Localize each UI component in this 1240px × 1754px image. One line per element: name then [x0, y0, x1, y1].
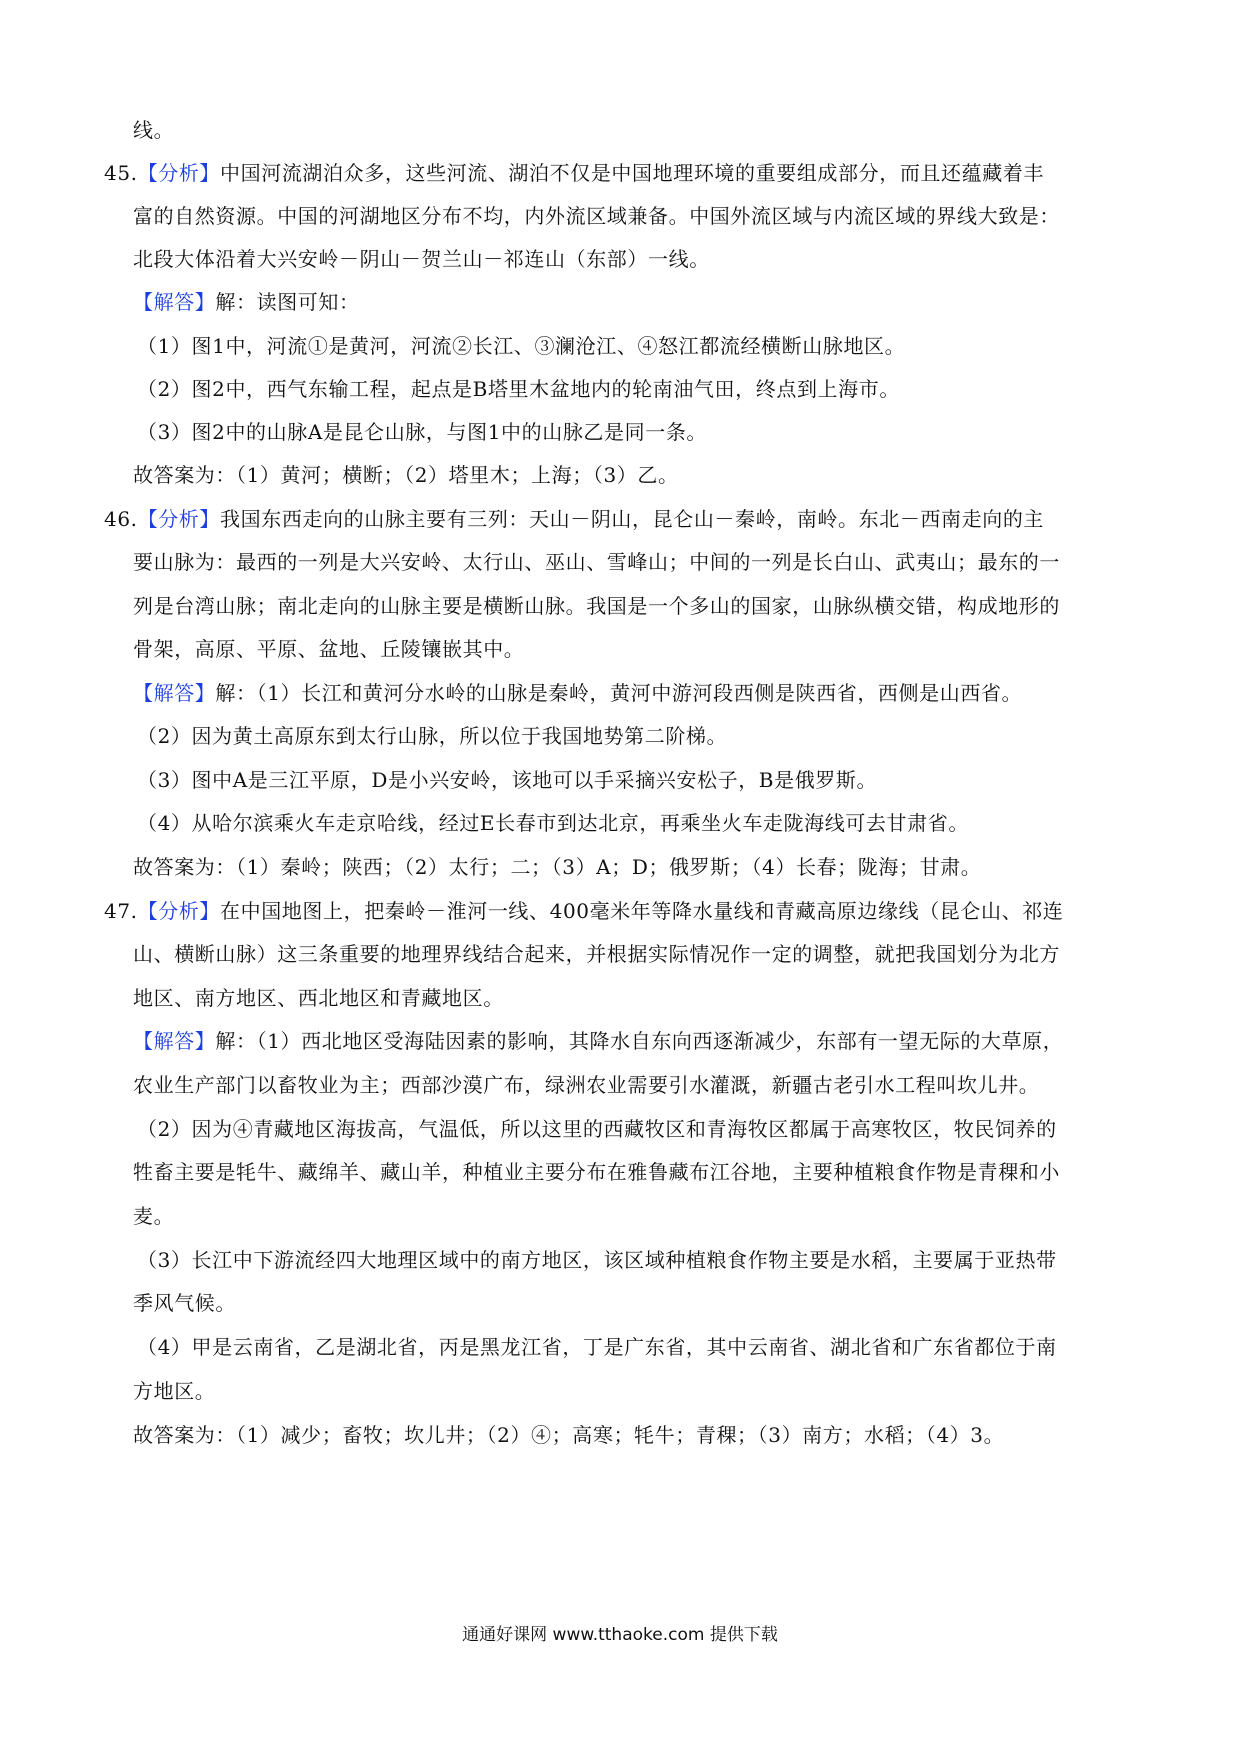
q44-tail: 线。 — [133, 118, 175, 142]
q46-answer-line — [133, 681, 1022, 705]
q46-analysis-tag: 【分析】 — [137, 507, 221, 531]
q47-answer-part-3-line-2: 季风气候。 — [133, 1291, 236, 1315]
q47-analysis-text-1: 在中国地图上，把秦岭－淮河一线、400毫米年等降水量线和青藏高原边缘线（昆仑山、祁连 — [220, 899, 1064, 923]
q46-answer-part-3: （3）图中A是三江平原，D是小兴安岭，该地可以手采摘兴安松子，B是俄罗斯。 — [137, 768, 878, 792]
q47-answer-part-2-line-1: （2）因为④青藏地区海拔高，气温低，所以这里的西藏牧区和青海牧区都属于高寒牧区，牧民饲养的 — [137, 1117, 1057, 1141]
q47-answer-part-1-line-1: 解：（1）西北地区受海陆因素的影响，其降水自东向西逐渐减少，东部有一望无际的大草原， — [215, 1029, 1064, 1053]
q45-number: 45. — [104, 161, 138, 185]
q47-answer-part-4-line-2: 方地区。 — [133, 1379, 216, 1403]
q47-analysis-line — [104, 899, 1063, 923]
q46-answer-part-2: （2）因为黄土高原东到太行山脉，所以位于我国地势第二阶梯。 — [137, 724, 728, 748]
page-footer: 通通好课网 www.tthaoke.com 提供下载 — [462, 1625, 778, 1645]
q47-answer-part-4-line-1: （4）甲是云南省，乙是湖北省，丙是黑龙江省，丁是广东省，其中云南省、湖北省和广东省都位于南 — [137, 1335, 1057, 1359]
q45-answer-line — [133, 290, 360, 314]
q47-answer-part-1-line-2: 农业生产部门以畜牧业为主；西部沙漠广布，绿洲农业需要引水灌溉，新疆古老引水工程叫坎儿井。 — [133, 1073, 1040, 1097]
q46-analysis-text-2: 要山脉为：最西的一列是大兴安岭、太行山、巫山、雪峰山；中间的一列是长白山、武夷山；最东的一 — [133, 550, 1060, 574]
q45-answer-part-1: （1）图1中，河流①是黄河，河流②长江、③澜沧江、④怒江都流经横断山脉地区。 — [137, 334, 906, 358]
q45-answer-tag: 【解答】 — [133, 290, 216, 314]
q45-analysis-text-1: 中国河流湖泊众多，这些河流、湖泊不仅是中国地理环境的重要组成部分，而且还蕴藏着丰 — [220, 161, 1045, 185]
q45-final-answer: 故答案为：（1）黄河；横断；（2）塔里木；上海；（3）乙。 — [133, 463, 679, 487]
q47-answer-part-3-line-1: （3）长江中下游流经四大地理区域中的南方地区，该区域种植粮食作物主要是水稻，主要属于亚热带 — [137, 1248, 1057, 1272]
q46-answer-part-4: （4）从哈尔滨乘火车走京哈线，经过E长春市到达北京，再乘坐火车走陇海线可去甘肃省。 — [137, 811, 969, 835]
q46-analysis-text-4: 骨架，高原、平原、盆地、丘陵镶嵌其中。 — [133, 637, 525, 661]
q45-analysis-text-3: 北段大体沿着大兴安岭－阴山－贺兰山－祁连山（东部）一线。 — [133, 247, 710, 271]
q47-number: 47. — [104, 899, 138, 923]
q47-answer-tag: 【解答】 — [133, 1029, 216, 1053]
q47-analysis-text-2: 山、横断山脉）这三条重要的地理界线结合起来，并根据实际情况作一定的调整，就把我国划分为北方 — [133, 942, 1060, 966]
q46-number: 46. — [104, 507, 138, 531]
q45-analysis-tag: 【分析】 — [137, 161, 221, 185]
q46-answer-part-1: 解：（1）长江和黄河分水岭的山脉是秦岭，黄河中游河段西侧是陕西省，西侧是山西省。 — [215, 681, 1023, 705]
q47-answer-part-2-line-3: 麦。 — [133, 1204, 175, 1228]
q47-answer-line — [133, 1029, 1063, 1053]
q46-analysis-line — [104, 507, 1044, 531]
q46-analysis-text-3: 列是台湾山脉；南北走向的山脉主要是横断山脉。我国是一个多山的国家，山脉纵横交错，构成地形的 — [133, 594, 1060, 618]
q45-analysis-line — [104, 161, 1044, 185]
q45-answer-part-3: （3）图2中的山脉A是昆仑山脉，与图1中的山脉乙是同一条。 — [137, 420, 708, 444]
q47-final-answer: 故答案为：（1）减少；畜牧；坎儿井；（2）④；高寒；牦牛；青稞；（3）南方；水稻；（4）3。 — [133, 1423, 1005, 1447]
q47-answer-part-2-line-2: 牲畜主要是牦牛、藏绵羊、藏山羊，种植业主要分布在雅鲁藏布江谷地，主要种植粮食作物是青稞和小 — [133, 1160, 1060, 1184]
q45-analysis-text-2: 富的自然资源。中国的河湖地区分布不均，内外流区域兼备。中国外流区域与内流区域的界线大致是： — [133, 204, 1060, 228]
q46-final-answer: 故答案为：（1）秦岭；陕西；（2）太行；二；（3）A；D；俄罗斯；（4）长春；陇海；甘肃。 — [133, 855, 982, 879]
q47-analysis-text-3: 地区、南方地区、西北地区和青藏地区。 — [133, 986, 504, 1010]
q47-analysis-tag: 【分析】 — [137, 899, 221, 923]
q46-analysis-text-1: 我国东西走向的山脉主要有三列：天山－阴山，昆仑山－秦岭，南岭。东北－西南走向的主 — [220, 507, 1045, 531]
q46-answer-tag: 【解答】 — [133, 681, 216, 705]
q45-answer-part-2: （2）图2中，西气东输工程，起点是B塔里木盆地内的轮南油气田，终点到上海市。 — [137, 377, 900, 401]
q45-answer-intro: 解：读图可知： — [215, 290, 360, 314]
